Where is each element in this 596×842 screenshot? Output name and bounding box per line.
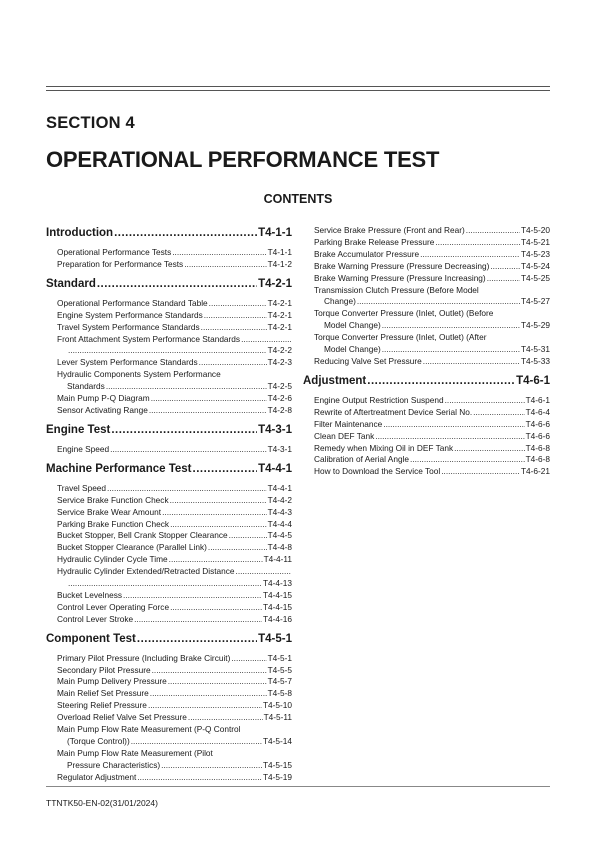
toc-entry-list <box>46 483 292 626</box>
toc-entry-label: Service Brake Function Check <box>57 494 169 505</box>
toc-entry[interactable] <box>57 444 292 456</box>
toc-entry-label: Engine System Performance Standards <box>57 309 203 320</box>
dot-leader <box>383 419 524 431</box>
toc-entry[interactable] <box>314 225 550 237</box>
toc-entry[interactable] <box>57 614 292 626</box>
dot-leader <box>148 700 262 712</box>
toc-entry-page: T4-4-4 <box>267 518 292 529</box>
toc-entry-page: T4-2-1 <box>267 321 292 332</box>
toc-entry[interactable] <box>57 590 292 602</box>
toc-entry-continuation <box>57 345 292 357</box>
toc-entry-list <box>46 247 292 271</box>
toc-entry-label: Remedy when Mixing Oil in DEF Tank <box>314 442 454 453</box>
toc-entry[interactable] <box>314 308 550 332</box>
toc-entry-label: Parking Brake Function Check <box>57 518 170 529</box>
dot-leader <box>466 225 520 237</box>
toc-entry[interactable] <box>57 712 292 724</box>
toc-right-column <box>303 225 550 478</box>
toc-entry-label: Steering Relief Pressure <box>57 700 147 711</box>
toc-entry-label: How to Download the Service Tool <box>314 466 441 477</box>
toc-entry-page: T4-2-3 <box>267 357 292 368</box>
toc-entry-list <box>46 298 292 417</box>
toc-entry-label: Brake Warning Pressure (Pressure Decreasing) <box>314 260 490 271</box>
toc-entry[interactable] <box>314 332 550 356</box>
toc-entry-line <box>57 665 292 677</box>
toc-entry-label: Operational Performance Standard Table <box>57 297 208 308</box>
dot-leader <box>193 461 258 477</box>
toc-entry-list <box>303 225 550 368</box>
section-label: SECTION 4 <box>46 114 135 132</box>
toc-entry-continuation <box>314 320 550 332</box>
toc-entry-label: Main Relief Set Pressure <box>57 688 149 699</box>
toc-entry-line <box>57 614 292 626</box>
toc-entry[interactable] <box>57 566 292 590</box>
toc-entry-label: Sensor Activating Range <box>57 404 148 415</box>
toc-entry-page: T4-4-15 <box>262 589 292 600</box>
toc-entry[interactable] <box>57 495 292 507</box>
toc-entry-line <box>57 554 292 566</box>
toc-entry[interactable] <box>57 369 292 393</box>
toc-entry-line <box>314 443 550 455</box>
toc-section-heading[interactable] <box>46 422 292 438</box>
toc-entry-label: Reducing Valve Set Pressure <box>314 355 422 366</box>
toc-entry-label-cont: Pressure Characteristics) <box>67 759 161 770</box>
toc-entry-line <box>314 249 550 261</box>
toc-heading-page: T4-4-1 <box>258 462 292 475</box>
dot-leader <box>204 310 267 322</box>
dot-leader <box>123 590 262 602</box>
toc-entry-label: Main Pump P-Q Diagram <box>57 393 150 404</box>
toc-entry-line <box>57 444 292 456</box>
toc-entry-line <box>314 261 550 273</box>
toc-entry[interactable] <box>57 247 292 259</box>
toc-entry-line <box>57 247 292 259</box>
dot-leader <box>199 357 267 369</box>
toc-entry-label: Hydraulic Cylinder Extended/Retracted Distance <box>57 566 235 577</box>
header-rule-top <box>46 86 550 87</box>
toc-entry[interactable] <box>314 237 550 249</box>
toc-entry-page: T4-6-21 <box>520 466 550 477</box>
dot-leader <box>114 225 257 241</box>
toc-entry[interactable] <box>57 519 292 531</box>
toc-entry-label: Primary Pilot Pressure (Including Brake Circuit) <box>57 652 231 663</box>
dot-leader <box>106 381 267 393</box>
toc-entry-line <box>314 356 550 368</box>
toc-entry-page: T4-5-27 <box>520 296 550 307</box>
dot-leader <box>229 530 267 542</box>
toc-entry-page: T4-1-2 <box>267 258 292 269</box>
toc-entry-line <box>57 712 292 724</box>
toc-entry-line <box>57 507 292 519</box>
toc-entry[interactable] <box>314 395 550 407</box>
toc-entry[interactable] <box>314 407 550 419</box>
toc-entry-continuation <box>57 760 292 772</box>
dot-leader <box>490 261 520 273</box>
toc-entry-continuation <box>57 736 292 748</box>
toc-entry-label: Control Lever Stroke <box>57 613 134 624</box>
dot-leader <box>172 247 266 259</box>
toc-entry-label: Front Attachment System Performance Standards <box>57 333 241 344</box>
toc-entry-label: Engine Output Restriction Suspend <box>314 394 444 405</box>
toc-entry-line <box>314 466 550 478</box>
dot-leader <box>149 405 267 417</box>
toc-entry-label: Travel Speed <box>57 482 107 493</box>
toc-entry[interactable] <box>57 748 292 772</box>
toc-entry-line <box>57 483 292 495</box>
toc-entry-page: T4-2-1 <box>267 309 292 320</box>
toc-entry[interactable] <box>57 542 292 554</box>
toc-entry-label-cont: Model Change) <box>324 320 381 331</box>
dot-leader <box>445 395 525 407</box>
toc-entry-page: T4-4-11 <box>263 554 292 565</box>
toc-entry-page: T4-5-19 <box>262 771 292 782</box>
toc-heading-label: Machine Performance Test <box>46 462 192 475</box>
toc-entry-label: Preparation for Performance Tests <box>57 258 184 269</box>
dot-leader <box>201 322 267 334</box>
dot-leader <box>435 237 520 249</box>
toc-entry[interactable] <box>314 356 550 368</box>
toc-entry[interactable] <box>314 261 550 273</box>
toc-entry[interactable] <box>314 454 550 466</box>
toc-entry[interactable] <box>57 700 292 712</box>
dot-leader <box>208 542 267 554</box>
toc-entry-label: Service Brake Pressure (Front and Rear) <box>314 225 465 235</box>
dot-leader <box>236 566 291 578</box>
toc-entry-page: T4-5-33 <box>520 355 550 366</box>
toc-heading-page: T4-3-1 <box>258 423 292 436</box>
toc-entry[interactable] <box>314 443 550 455</box>
toc-entry-page: T4-5-8 <box>267 688 292 699</box>
toc-section-heading[interactable] <box>46 461 292 477</box>
toc-entry[interactable] <box>57 393 292 405</box>
toc-entry-line <box>57 298 292 310</box>
toc-entry-label: Engine Speed <box>57 443 110 454</box>
toc-entry-line <box>314 407 550 419</box>
toc-entry-label: Main Pump Flow Rate Measurement (Pilot <box>57 747 213 758</box>
toc-entry-line <box>314 273 550 285</box>
toc-heading-label: Component Test <box>46 632 136 645</box>
toc-entry-page: T4-4-1 <box>267 482 292 493</box>
toc-entry-page: T4-6-4 <box>525 406 550 417</box>
dot-leader <box>169 554 263 566</box>
toc-entry[interactable] <box>57 259 292 271</box>
dot-leader <box>231 653 266 665</box>
toc-entry-line <box>57 724 292 736</box>
toc-entry[interactable] <box>57 322 292 334</box>
dot-leader <box>134 614 262 626</box>
toc-entry-line <box>57 357 292 369</box>
header-rule-bottom <box>46 90 550 91</box>
dot-leader <box>137 772 262 784</box>
toc-entry-label: Transmission Clutch Pressure (Before Model <box>314 284 479 295</box>
toc-entry-page: T4-1-1 <box>267 247 292 257</box>
toc-entry-page: T4-3-1 <box>267 443 292 454</box>
toc-entry-label: Bucket Stopper, Bell Crank Stopper Clearance <box>57 530 228 541</box>
toc-entry-page: T4-2-5 <box>267 381 292 392</box>
toc-entry-page: T4-6-6 <box>525 418 550 429</box>
dot-leader <box>209 298 267 310</box>
toc-left-column <box>46 225 292 784</box>
dot-leader <box>420 249 520 261</box>
toc-entry[interactable] <box>57 530 292 542</box>
toc-heading-label: Introduction <box>46 227 114 239</box>
toc-entry-line <box>314 332 550 344</box>
page-title: OPERATIONAL PERFORMANCE TEST <box>46 147 440 172</box>
toc-entry[interactable] <box>57 405 292 417</box>
toc-entry-page: T4-5-10 <box>262 700 292 711</box>
toc-entry-page: T4-2-2 <box>267 345 292 356</box>
footer-rule <box>46 786 550 787</box>
contents-heading: CONTENTS <box>263 192 333 206</box>
toc-section-heading[interactable] <box>46 225 292 241</box>
dot-leader <box>107 483 267 495</box>
toc-section-heading[interactable] <box>46 276 292 292</box>
document-code: TTNTK50-EN-02(31/01/2024) <box>46 798 158 808</box>
toc-entry-line <box>57 676 292 688</box>
toc-entry[interactable] <box>57 298 292 310</box>
dot-leader <box>184 259 266 271</box>
toc-entry-page: T4-4-8 <box>267 542 292 553</box>
dot-leader <box>68 345 267 357</box>
toc-entry-page: T4-2-8 <box>267 404 292 415</box>
dot-leader <box>188 712 263 724</box>
toc-entry-line <box>57 748 292 760</box>
toc-entry-list <box>46 444 292 456</box>
toc-entry-label: Overload Relief Valve Set Pressure <box>57 712 187 723</box>
toc-entry-page: T4-5-1 <box>267 652 292 663</box>
toc-entry[interactable] <box>314 419 550 431</box>
toc-entry-line <box>57 688 292 700</box>
dot-leader <box>68 578 262 590</box>
toc-entry-line <box>57 259 292 271</box>
dot-leader <box>168 676 267 688</box>
toc-heading-label: Engine Test <box>46 423 111 436</box>
toc-entry-line <box>57 542 292 554</box>
toc-entry[interactable] <box>57 483 292 495</box>
toc-entry-label: Parking Brake Release Pressure <box>314 236 435 247</box>
toc-entry-page: T4-5-11 <box>263 712 292 723</box>
dot-leader <box>367 373 515 389</box>
toc-entry[interactable] <box>57 665 292 677</box>
dot-leader <box>382 344 520 356</box>
toc-section-heading[interactable] <box>303 373 550 389</box>
toc-entry-label: Control Lever Operating Force <box>57 601 170 612</box>
toc-entry-label: Clean DEF Tank <box>314 430 375 441</box>
toc-entry-page: T4-6-6 <box>525 430 550 441</box>
toc-entry-list <box>46 653 292 784</box>
dot-leader <box>161 760 262 772</box>
toc-entry-label: Calibration of Aerial Angle <box>314 454 410 465</box>
toc-entry-page: T4-6-8 <box>525 454 550 465</box>
toc-entry-line <box>57 653 292 665</box>
toc-heading-label: Adjustment <box>303 374 367 387</box>
toc-entry-label: Lever System Performance Standards <box>57 357 198 368</box>
toc-entry[interactable] <box>57 724 292 748</box>
toc-entry[interactable] <box>57 602 292 614</box>
toc-entry-label: Bucket Stopper Clearance (Parallel Link) <box>57 542 207 553</box>
toc-heading-page: T4-6-1 <box>516 374 550 387</box>
dot-leader <box>241 334 291 346</box>
toc-entry[interactable] <box>314 431 550 443</box>
toc-entry-label: Main Pump Flow Rate Measurement (P-Q Control <box>57 724 241 735</box>
dot-leader <box>454 443 524 455</box>
toc-entry-line <box>57 772 292 784</box>
toc-entry-continuation <box>314 296 550 308</box>
toc-entry[interactable] <box>57 507 292 519</box>
toc-entry-line <box>314 431 550 443</box>
toc-entry-label: Torque Converter Pressure (Inlet, Outlet) (Before <box>314 308 494 319</box>
toc-entry-continuation <box>314 344 550 356</box>
dot-leader <box>170 602 262 614</box>
dot-leader <box>423 356 520 368</box>
toc-entry-line <box>57 590 292 602</box>
dot-leader <box>137 631 257 647</box>
toc-entry-page: T4-5-31 <box>520 344 550 355</box>
toc-entry-page: T4-4-13 <box>262 578 292 589</box>
toc-entry-label: Rewrite of Aftertreatment Device Serial No. <box>314 406 473 417</box>
toc-entry-label: Bucket Levelness <box>57 589 123 600</box>
toc-entry-page: T4-5-25 <box>520 272 550 283</box>
toc-entry-page: T4-5-14 <box>262 736 292 746</box>
dot-leader <box>357 296 520 308</box>
dot-leader <box>170 519 267 531</box>
toc-entry-label: Hydraulic Cylinder Cycle Time <box>57 554 168 565</box>
toc-heading-page: T4-1-1 <box>258 227 292 239</box>
toc-entry-line <box>57 495 292 507</box>
toc-entry-line <box>57 700 292 712</box>
toc-entry-line <box>57 530 292 542</box>
toc-entry-page: T4-5-23 <box>520 248 550 259</box>
dot-leader <box>162 507 266 519</box>
toc-entry-label: Operational Performance Tests <box>57 247 172 257</box>
toc-entry-label: Travel System Performance Standards <box>57 321 200 332</box>
toc-entry[interactable] <box>57 676 292 688</box>
toc-entry-label: Torque Converter Pressure (Inlet, Outlet) (After <box>314 332 487 343</box>
toc-entry-page: T4-4-5 <box>267 530 292 541</box>
dot-leader <box>152 665 267 677</box>
toc-entry-label-cont: Standards <box>67 381 105 392</box>
toc-entry-continuation <box>57 578 292 590</box>
toc-entry-page: T4-5-20 <box>520 225 550 235</box>
toc-entry[interactable] <box>314 285 550 309</box>
toc-entry-line <box>314 285 550 297</box>
toc-entry-line <box>314 308 550 320</box>
toc-entry-list <box>303 395 550 478</box>
toc-heading-page: T4-2-1 <box>258 277 292 290</box>
toc-entry[interactable] <box>57 310 292 322</box>
dot-leader <box>487 273 520 285</box>
toc-entry-line <box>57 519 292 531</box>
toc-entry-label: Filter Maintenance <box>314 418 383 429</box>
toc-entry-page: T4-4-15 <box>262 601 292 612</box>
toc-entry-page: T4-5-5 <box>267 664 292 675</box>
dot-leader <box>151 393 267 405</box>
toc-entry-line <box>57 393 292 405</box>
toc-entry-line <box>57 566 292 578</box>
toc-entry-page: T4-5-15 <box>262 759 292 770</box>
toc-entry-line <box>57 310 292 322</box>
toc-entry-page: T4-5-24 <box>520 260 550 271</box>
toc-entry-page: T4-5-29 <box>520 320 550 331</box>
toc-section-heading[interactable] <box>46 631 292 647</box>
toc-entry-line <box>314 454 550 466</box>
dot-leader <box>382 320 520 332</box>
toc-entry-line <box>57 334 292 346</box>
toc-heading-page: T4-5-1 <box>258 632 292 645</box>
dot-leader <box>410 454 525 466</box>
toc-entry-page: T4-4-3 <box>267 506 292 517</box>
dot-leader <box>110 444 266 456</box>
toc-entry[interactable] <box>314 466 550 478</box>
toc-entry-label-cont: Model Change) <box>324 344 381 355</box>
dot-leader <box>131 736 262 748</box>
toc-entry-page: T4-4-2 <box>267 494 292 505</box>
toc-entry-line <box>57 602 292 614</box>
toc-entry-label-cont: Change) <box>324 296 356 307</box>
toc-entry[interactable] <box>57 688 292 700</box>
dot-leader <box>441 466 520 478</box>
toc-entry-label: Secondary Pilot Pressure <box>57 664 151 675</box>
toc-entry-page: T4-2-1 <box>267 297 292 308</box>
toc-entry-line <box>57 369 292 381</box>
toc-entry-page: T4-4-16 <box>262 613 292 624</box>
toc-entry-label: Brake Accumulator Pressure <box>314 248 420 259</box>
toc-entry-line <box>314 225 550 237</box>
toc-entry[interactable] <box>314 273 550 285</box>
toc-entry-line <box>314 237 550 249</box>
toc-entry-continuation <box>57 381 292 393</box>
toc-entry[interactable] <box>57 357 292 369</box>
toc-entry-label: Brake Warning Pressure (Pressure Increasing) <box>314 272 486 283</box>
toc-entry-line <box>314 395 550 407</box>
toc-entry-label: Regulator Adjustment <box>57 771 137 782</box>
toc-entry-page: T4-2-6 <box>267 393 292 404</box>
toc-entry-label: Hydraulic Components System Performance <box>57 369 221 380</box>
toc-entry-label: Main Pump Delivery Pressure <box>57 676 167 687</box>
toc-entry-label: Service Brake Wear Amount <box>57 506 162 517</box>
toc-entry-line <box>314 419 550 431</box>
toc-entry-page: T4-5-21 <box>520 236 550 247</box>
toc-heading-label: Standard <box>46 277 96 290</box>
toc-entry-line <box>57 322 292 334</box>
dot-leader <box>150 688 267 700</box>
dot-leader <box>375 431 524 443</box>
dot-leader <box>473 407 524 419</box>
dot-leader <box>97 276 257 292</box>
toc-entry[interactable] <box>57 334 292 358</box>
toc-entry[interactable] <box>57 653 292 665</box>
toc-entry-line <box>57 405 292 417</box>
toc-entry[interactable] <box>57 554 292 566</box>
dot-leader <box>111 422 257 438</box>
toc-entry-page: T4-6-8 <box>525 442 550 453</box>
toc-entry-label-cont: (Torque Control)) <box>67 736 130 746</box>
toc-entry-page: T4-6-1 <box>525 394 550 405</box>
toc-entry[interactable] <box>57 772 292 784</box>
toc-entry[interactable] <box>314 249 550 261</box>
toc-entry-page: T4-5-7 <box>267 676 292 687</box>
dot-leader <box>170 495 267 507</box>
